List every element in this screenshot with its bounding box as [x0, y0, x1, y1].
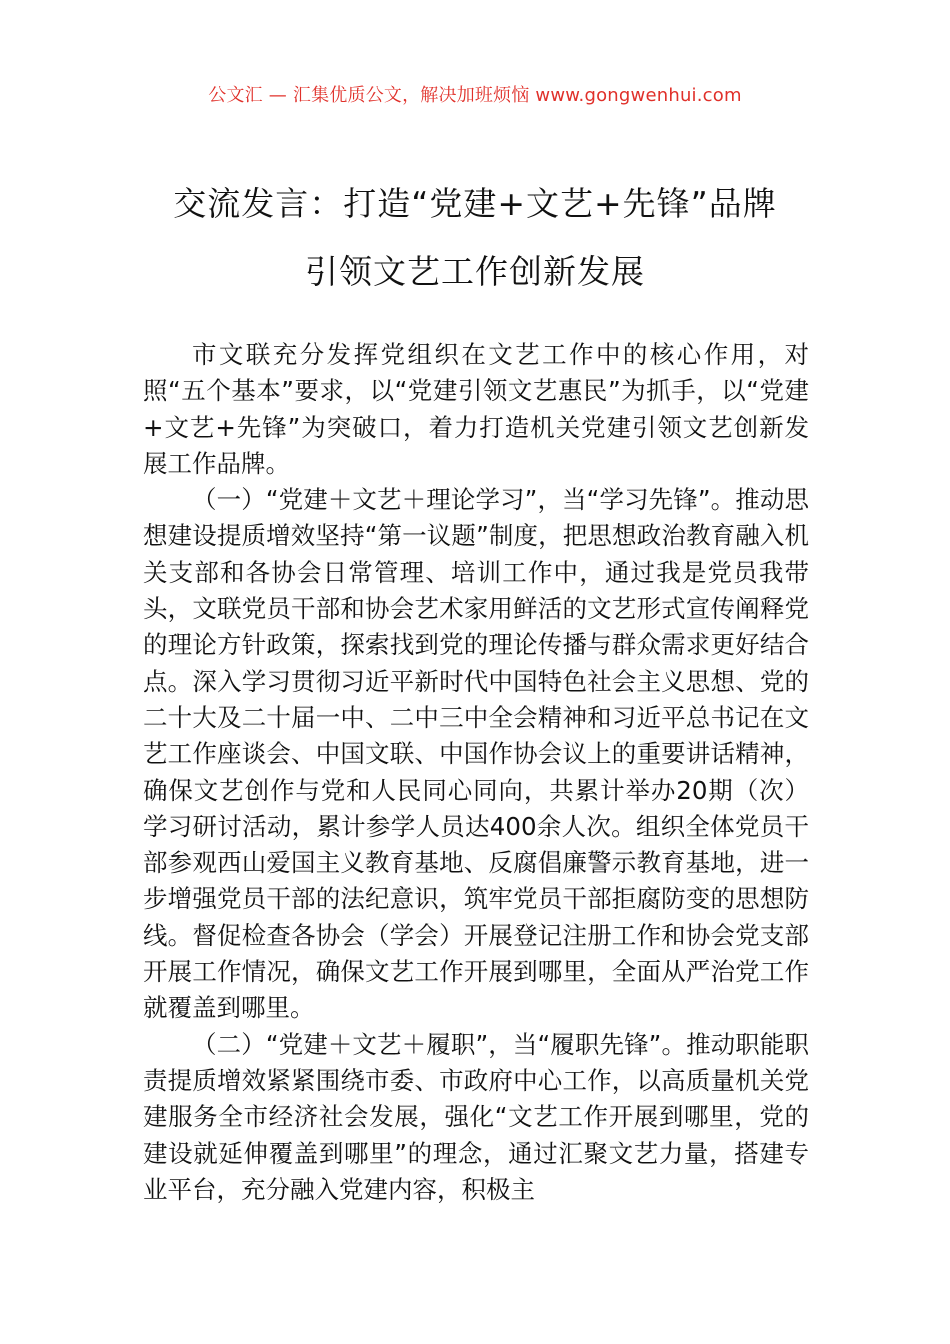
document-title-line-1: 交流发言：打造“党建+文艺+先锋”品牌: [173, 184, 777, 223]
document-body: [143, 337, 809, 1208]
site-banner: 公文汇 — 汇集优质公文，解决加班烦恼 www.gongwenhui.com: [208, 85, 742, 106]
paragraph-section-1: （一）“党建＋文艺＋理论学习”，当“学习先锋”。推动思想建设提质增效坚持“第一议题”制度，把思想政治教育融入机关支部和各协会日常管理、培训工作中，通过我是党员我带头，文联党员干部和协会艺术家用鲜活的文艺形式宣传阐释党的理论方针政策，探索找到党的理论传播与群众需求更好结合点。深入学习贯彻习近平新时代中国特色社会主义思想、党的二十大及二十届一中、二中三中全会精神和习近平总书记在文艺工作座谈会、中国文联、中国作协会议上的重要讲话精神，确保文艺创作与党和人民同心同向，共累计举办20期（次）学习研讨活动，累计参学人员达400余人次。组织全体党员干部参观西山爱国主义教育基地、反腐倡廉警示教育基地，进一步增强党员干部的法纪意识，筑牢党员干部拒腐防变的思想防线。督促检查各协会（学会）开展登记注册工作和协会党支部开展工作情况，确保文艺工作开展到哪里，全面从严治党工作就覆盖到哪里。: [143, 485, 809, 1023]
paragraph-intro: 市文联充分发挥党组织在文艺工作中的核心作用，对照“五个基本”要求，以“党建引领文艺惠民”为抓手，以“党建+文艺+先锋”为突破口，着力打造机关党建引领文艺创新发展工作品牌。: [143, 340, 809, 478]
paragraph-section-2: （二）“党建＋文艺＋履职”，当“履职先锋”。推动职能职责提质增效紧紧围绕市委、市政府中心工作，以高质量机关党建服务全市经济社会发展，强化“文艺工作开展到哪里，党的建设就延伸覆盖到哪里”的理念，通过汇聚文艺力量，搭建专业平台，充分融入党建内容，积极主: [143, 1029, 809, 1204]
document-title-line-2: 引领文艺工作创新发展: [305, 252, 645, 291]
